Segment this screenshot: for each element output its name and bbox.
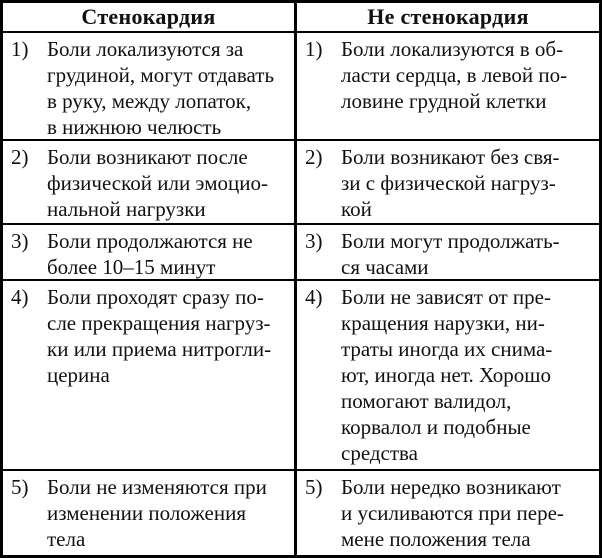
item-text: Боли проходят сразу по- сле прекращения нагруз- ки или приема нитрогли- церина xyxy=(47,285,272,387)
table-cell-row1-right xyxy=(297,33,599,141)
item-number: 2) xyxy=(11,145,29,169)
column-header-angina xyxy=(3,3,297,33)
table-cell-row2-left xyxy=(3,141,297,225)
table-cell-row5-left xyxy=(3,471,297,555)
item-text: Боли продолжаются не более 10–15 минут xyxy=(47,229,253,279)
item-text: Боли нередко возникают и усиливаются при пере- мене положения тела xyxy=(341,475,564,551)
item-number: 3) xyxy=(305,229,323,253)
item-number: 5) xyxy=(11,475,29,499)
item-text: Боли возникают после физической или эмоцио- нальной нагрузки xyxy=(47,145,269,221)
column-header-label: Не стенокардия xyxy=(367,4,529,29)
table-cell-row3-left xyxy=(3,225,297,281)
column-header-label: Стенокардия xyxy=(81,4,216,29)
table-cell-row3-right xyxy=(297,225,599,281)
table-cell-row5-right xyxy=(297,471,599,555)
item-number: 1) xyxy=(11,37,29,61)
table-cell-row4-right xyxy=(297,281,599,471)
table-cell-row1-left xyxy=(3,33,297,141)
item-text: Боли возникают без свя- зи с физической нагруз- кой xyxy=(341,145,560,221)
item-text: Боли могут продолжать- ся часами xyxy=(341,229,560,279)
item-number: 1) xyxy=(305,37,323,61)
item-number: 5) xyxy=(305,475,323,499)
column-header-not-angina xyxy=(297,3,599,33)
item-text: Боли не изменяются при изменении положения тела xyxy=(47,475,267,551)
item-number: 4) xyxy=(11,285,29,309)
table-cell-row2-right xyxy=(297,141,599,225)
item-text: Боли не зависят от пре- кращения нарузки, ни- траты иногда их снима- ют, иногда нет. Хорошо помогают валидол, корвалол и подобные средства xyxy=(341,285,553,465)
table-cell-row4-left xyxy=(3,281,297,471)
item-text: Боли локализуются в об- ласти сердца, в левой по- ловине грудной клетки xyxy=(341,37,568,113)
item-number: 4) xyxy=(305,285,323,309)
item-number: 3) xyxy=(11,229,29,253)
item-number: 2) xyxy=(305,145,323,169)
item-text: Боли локализуются за грудиной, могут отдавать в руку, между лопаток, в нижнюю челюсть xyxy=(47,37,275,139)
